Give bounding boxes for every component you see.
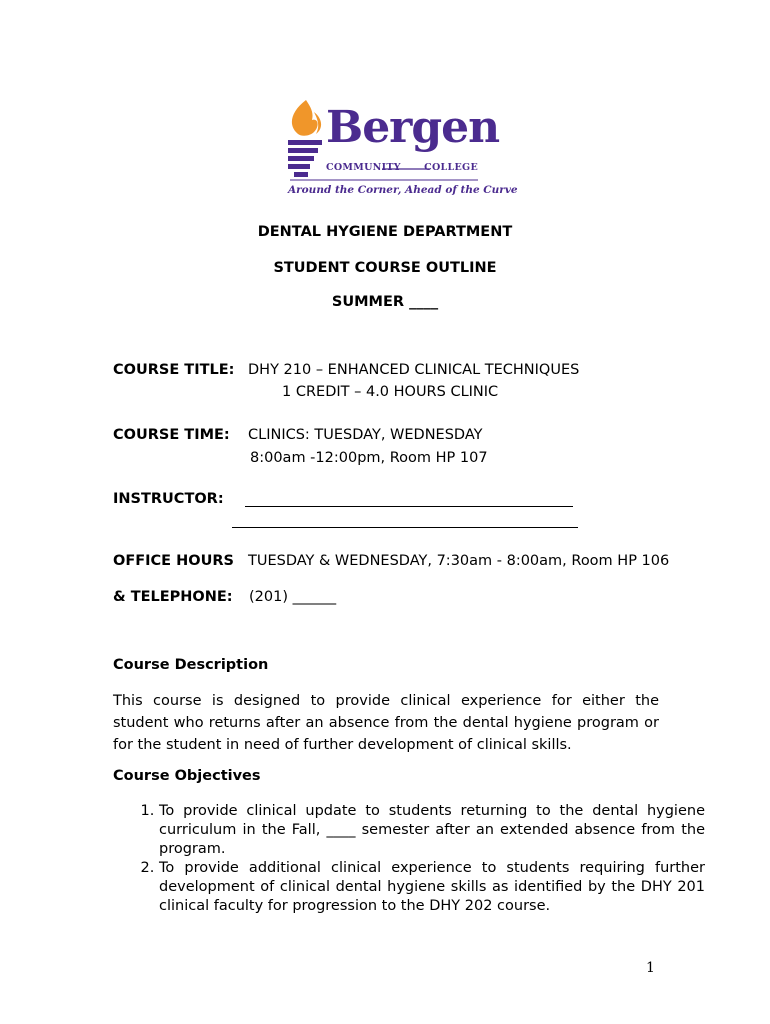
course-title-label: COURSE TITLE: (113, 362, 235, 378)
telephone-label: & TELEPHONE: (113, 589, 233, 605)
department-heading: DENTAL HYGIENE DEPARTMENT (257, 224, 513, 240)
office-hours-value: TUESDAY & WEDNESDAY, 7:30am - 8:00am, Room HP 106 (248, 553, 670, 569)
logo-tagline: Around the Corner, Ahead of the Curve (288, 184, 518, 196)
logo-community: COMMUNITY (326, 162, 401, 173)
course-description-heading: Course Description (113, 657, 269, 673)
course-time-hours: 8:00am -12:00pm, Room HP 107 (250, 450, 488, 466)
telephone-value: (201) ______ (249, 589, 337, 605)
instructor-blank-line-1 (245, 506, 573, 507)
logo-college: COLLEGE (424, 162, 478, 173)
course-title-value: DHY 210 – ENHANCED CLINICAL TECHNIQUES (248, 362, 580, 378)
instructor-label: INSTRUCTOR: (113, 491, 224, 507)
course-time-days: CLINICS: TUESDAY, WEDNESDAY (248, 427, 483, 443)
objective-item: 1. To provide clinical update to students returning to the dental hygiene curriculum in the Fall, ____ semester after an extended absence from the program. (159, 802, 705, 859)
course-objectives-heading: Course Objectives (113, 768, 261, 784)
instructor-blank-line-2 (232, 527, 578, 528)
logo-wordmark: Bergen (326, 102, 500, 153)
office-hours-label: OFFICE HOURS (113, 553, 234, 569)
course-description-text: This course is designed to provide clinical experience for either the student who returns after an absence from the dental hygiene program or for the student in need of further development of clinical skills. (113, 693, 659, 753)
college-logo (284, 98, 518, 202)
objective-item: 2. To provide additional clinical experience to students requiring further development of clinical dental hygiene skills as identified by the DHY 201 clinical faculty for progression to the DHY 202 course. (159, 859, 705, 916)
objectives-list (113, 802, 705, 916)
course-time-label: COURSE TIME: (113, 427, 230, 443)
course-credit-value: 1 CREDIT – 4.0 HOURS CLINIC (282, 384, 499, 400)
outline-heading: STUDENT COURSE OUTLINE (273, 260, 497, 276)
page-number: 1 (646, 960, 655, 976)
term-heading: SUMMER ____ (331, 294, 439, 310)
logo-community-college (326, 162, 478, 173)
